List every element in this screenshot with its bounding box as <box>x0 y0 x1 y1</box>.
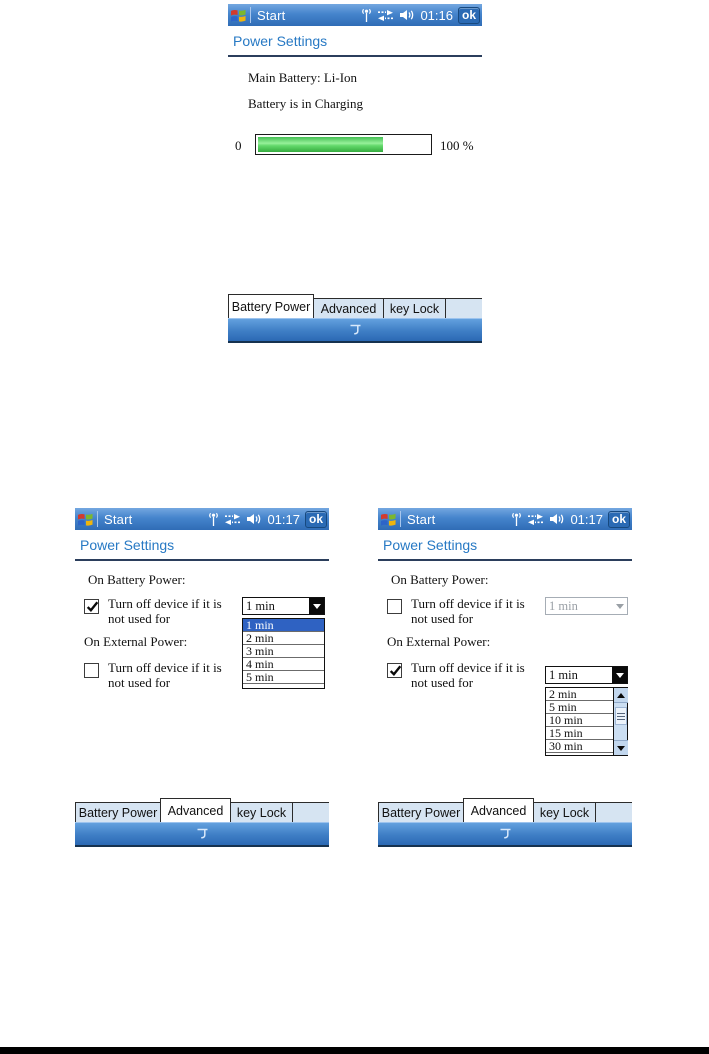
page-bottom-rule <box>0 1047 709 1054</box>
checkmark-icon <box>388 663 403 678</box>
dropdown-option[interactable]: 2 min <box>243 632 324 645</box>
windows-flag-icon[interactable] <box>230 8 247 23</box>
tab-strip-filler <box>292 802 329 822</box>
scroll-up-icon <box>617 693 625 698</box>
progress-max-label: 100 % <box>440 138 474 153</box>
dropdown-option[interactable]: 5 min <box>243 671 324 684</box>
dropdown-option[interactable]: 4 min <box>243 658 324 671</box>
section-label-on-battery: On Battery Power: <box>88 572 186 587</box>
battery-timeout-dropdown-list <box>242 618 325 689</box>
battery-turnoff-label: Turn off device if it is not used for <box>108 596 222 626</box>
clock-text: 01:16 <box>420 7 453 23</box>
combo-dropdown-button[interactable] <box>612 667 627 683</box>
battery-progress-bar <box>255 134 432 155</box>
tab-strip-filler <box>445 298 482 318</box>
ok-button[interactable]: ok <box>458 7 480 24</box>
progress-min-label: 0 <box>235 138 242 153</box>
page-title: Power Settings <box>75 530 329 561</box>
section-label-on-battery: On Battery Power: <box>391 572 489 587</box>
sip-bar[interactable] <box>75 822 329 847</box>
combo-dropdown-button[interactable] <box>309 598 324 614</box>
speaker-icon[interactable] <box>399 9 415 21</box>
dropdown-option[interactable]: 3 min <box>243 645 324 658</box>
tab-advanced[interactable]: Advanced <box>313 298 384 318</box>
sip-bar[interactable] <box>228 318 482 343</box>
external-turnoff-checkbox[interactable] <box>84 663 99 678</box>
external-turnoff-label: Turn off device if it is not used for <box>411 660 525 690</box>
checkmark-icon <box>85 599 100 614</box>
tab-battery-power[interactable]: Battery Power <box>75 802 161 822</box>
tab-key-lock[interactable]: key Lock <box>533 802 596 822</box>
tab-strip <box>228 294 482 318</box>
battery-progress-fill <box>258 137 383 152</box>
section-label-on-external: On External Power: <box>387 634 491 649</box>
section-label-on-external: On External Power: <box>84 634 188 649</box>
dropdown-option[interactable]: 15 min <box>546 727 613 740</box>
sync-arrows-icon[interactable] <box>527 514 544 525</box>
tab-advanced[interactable]: Advanced <box>463 798 534 822</box>
tab-key-lock[interactable]: key Lock <box>230 802 293 822</box>
battery-type-text: Main Battery: Li-Ion <box>248 70 358 85</box>
advanced-screen-battery-dropdown <box>75 508 329 847</box>
tab-key-lock[interactable]: key Lock <box>383 298 446 318</box>
sip-bar[interactable] <box>378 822 632 847</box>
ok-button[interactable]: ok <box>305 511 327 528</box>
clock-text: 01:17 <box>570 511 603 527</box>
battery-turnoff-checkbox[interactable] <box>387 599 402 614</box>
start-button[interactable]: Start <box>257 7 286 23</box>
tab-battery-power[interactable]: Battery Power <box>378 802 464 822</box>
external-timeout-dropdown-list <box>545 687 628 756</box>
title-bar <box>378 508 632 530</box>
external-timeout-combo[interactable] <box>545 666 628 684</box>
titlebar-divider <box>97 511 98 527</box>
chevron-down-icon <box>616 604 624 609</box>
thumb-grip <box>617 716 625 717</box>
input-panel-icon[interactable] <box>499 828 512 840</box>
tab-advanced[interactable]: Advanced <box>160 798 231 822</box>
speaker-icon[interactable] <box>246 513 262 525</box>
battery-status-text: Battery is in Charging <box>248 96 363 111</box>
combo-value: 1 min <box>549 668 578 682</box>
external-turnoff-label: Turn off device if it is not used for <box>108 660 222 690</box>
title-bar <box>228 4 482 26</box>
combo-value: 1 min <box>549 599 578 613</box>
page-title: Power Settings <box>378 530 632 561</box>
combo-value: 1 min <box>246 599 275 613</box>
battery-timeout-combo-disabled <box>545 597 628 615</box>
dropdown-option[interactable]: 10 min <box>546 714 613 727</box>
clock-text: 01:17 <box>267 511 300 527</box>
battery-turnoff-checkbox[interactable] <box>84 599 99 614</box>
dropdown-option[interactable]: 30 min <box>546 740 613 753</box>
thumb-grip <box>617 713 625 714</box>
tab-battery-power[interactable]: Battery Power <box>228 294 314 318</box>
speaker-icon[interactable] <box>549 513 565 525</box>
advanced-screen-external-dropdown <box>378 508 632 847</box>
antenna-signal-icon <box>511 512 522 527</box>
tab-strip <box>75 798 329 822</box>
dropdown-option[interactable]: 1 min <box>243 619 324 632</box>
antenna-signal-icon <box>208 512 219 527</box>
external-turnoff-checkbox[interactable] <box>387 663 402 678</box>
start-button[interactable]: Start <box>104 511 133 527</box>
input-panel-icon[interactable] <box>349 324 362 336</box>
windows-flag-icon[interactable] <box>77 512 94 527</box>
windows-flag-icon[interactable] <box>380 512 397 527</box>
antenna-signal-icon <box>361 8 372 23</box>
dropdown-option[interactable]: 2 min <box>546 688 613 701</box>
thumb-grip <box>617 719 625 720</box>
scroll-down-button[interactable] <box>614 740 628 755</box>
title-bar <box>75 508 329 530</box>
sync-arrows-icon[interactable] <box>224 514 241 525</box>
ok-button[interactable]: ok <box>608 511 630 528</box>
titlebar-divider <box>250 7 251 23</box>
tab-strip <box>378 798 632 822</box>
chevron-down-icon <box>616 673 624 678</box>
battery-power-screen <box>228 4 482 343</box>
scroll-up-button[interactable] <box>614 688 628 703</box>
battery-turnoff-label: Turn off device if it is not used for <box>411 596 525 626</box>
scroll-thumb[interactable] <box>615 707 627 725</box>
battery-timeout-combo[interactable] <box>242 597 325 615</box>
page-title: Power Settings <box>228 26 482 57</box>
scroll-down-icon <box>617 746 625 751</box>
dropdown-option[interactable]: 5 min <box>546 701 613 714</box>
tab-strip-filler <box>595 802 632 822</box>
combo-dropdown-button <box>612 598 627 614</box>
input-panel-icon[interactable] <box>196 828 209 840</box>
chevron-down-icon <box>313 604 321 609</box>
dropdown-scrollbar[interactable] <box>613 688 627 755</box>
start-button[interactable]: Start <box>407 511 436 527</box>
titlebar-divider <box>400 511 401 527</box>
sync-arrows-icon[interactable] <box>377 10 394 21</box>
